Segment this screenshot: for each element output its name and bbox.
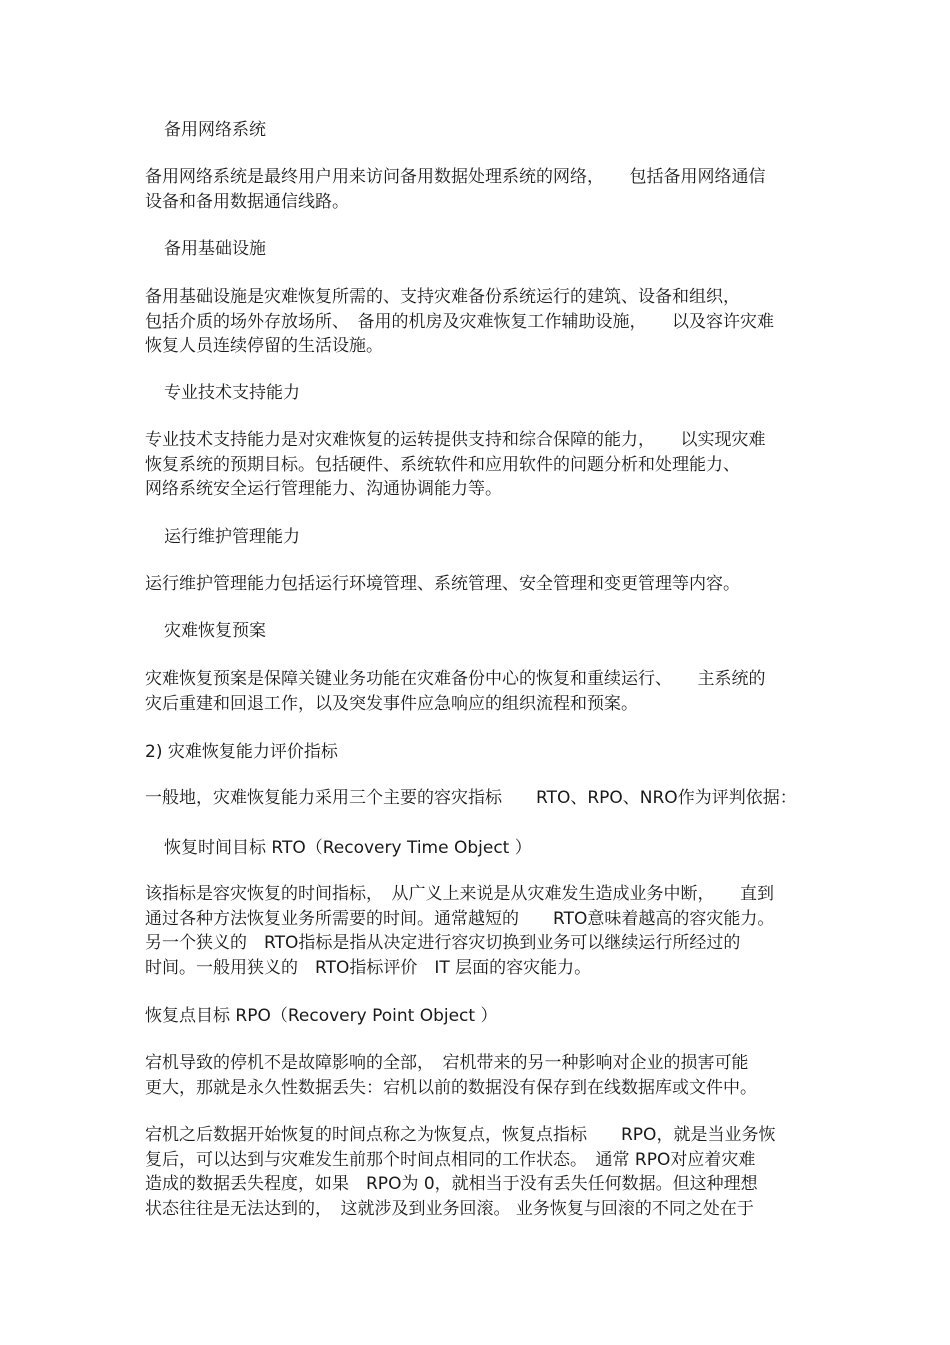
paragraph: [145, 428, 815, 502]
text-line: 造成的数据丢失程度，如果 RPO为 0，就相当于没有丢失任何数据。但这种理想: [145, 1174, 758, 1194]
paragraph: [145, 786, 815, 811]
text-line: 恢复系统的预期目标。包括硬件、系统软件和应用软件的问题分析和处理能力、: [145, 454, 740, 475]
text-line: 该指标是容灾恢复的时间指标， 从广义上来说是从灾难发生造成业务中断， 直到: [145, 884, 774, 904]
section-heading: 灾难恢复预案: [164, 621, 266, 641]
text-line: 备用网络系统是最终用户用来访问备用数据处理系统的网络， 包括备用网络通信: [145, 167, 766, 187]
text-line: 网络系统安全运行管理能力、沟通协调能力等。: [145, 479, 502, 499]
text-line: 宕机之后数据开始恢复的时间点称之为恢复点，恢复点指标 RPO，就是当业务恢: [145, 1125, 776, 1145]
text-line: 包括介质的场外存放场所、 备用的机房及灾难恢复工作辅助设施， 以及容许灾难: [145, 311, 774, 332]
text-line: 另一个狭义的 RTO指标是指从决定进行容灾切换到业务可以继续运行所经过的: [145, 933, 741, 953]
section-heading: 专业技术支持能力: [164, 383, 300, 403]
text-line: 更大，那就是永久性数据丢失：宕机以前的数据没有保存到在线数据库或文件中。: [145, 1077, 757, 1098]
section-heading: 恢复时间目标 RTO（Recovery Time Object ）: [164, 838, 532, 858]
text-line: 一般地，灾难恢复能力采用三个主要的容灾指标 RTO、RPO、NRO作为评判依据：: [145, 788, 797, 808]
text-line: 专业技术支持能力是对灾难恢复的运转提供支持和综合保障的能力， 以实现灾难: [145, 430, 766, 450]
paragraph: [145, 1123, 815, 1221]
paragraph: [145, 165, 815, 214]
section-heading: 2) 灾难恢复能力评价指标: [145, 742, 338, 762]
text-line: 宕机导致的停机不是故障影响的全部， 宕机带来的另一种影响对企业的损害可能: [145, 1053, 749, 1073]
paragraph: [145, 882, 815, 980]
paragraph: [145, 285, 815, 359]
text-line: 通过各种方法恢复业务所需要的时间。通常越短的 RTO意味着越高的容灾能力。: [145, 908, 775, 929]
section-heading: 备用基础设施: [164, 239, 266, 259]
text-line: 恢复人员连续停留的生活设施。: [145, 336, 383, 356]
text-line: 复后，可以达到与灾难发生前那个时间点相同的工作状态。 通常 RPO对应着灾难: [145, 1149, 756, 1170]
text-line: 状态往往是无法达到的， 这就涉及到业务回滚。 业务恢复与回滚的不同之处在于: [145, 1198, 754, 1219]
text-line: 灾后重建和回退工作，以及突发事件应急响应的组织流程和预案。: [145, 693, 638, 714]
paragraph: [145, 572, 815, 597]
section-heading: 运行维护管理能力: [164, 527, 300, 547]
text-line: 运行维护管理能力包括运行环境管理、系统管理、安全管理和变更管理等内容。: [145, 574, 740, 594]
text-line: 备用基础设施是灾难恢复所需的、支持灾难备份系统运行的建筑、设备和组织，: [145, 287, 740, 307]
text-line: 时间。一般用狭义的 RTO指标评价 IT 层面的容灾能力。: [145, 957, 592, 978]
paragraph: [145, 1051, 815, 1100]
text-line: 设备和备用数据通信线路。: [145, 191, 349, 212]
text-line: 灾难恢复预案是保障关键业务功能在灾难备份中心的恢复和重续运行、 主系统的: [145, 669, 766, 689]
paragraph: [145, 667, 815, 716]
section-heading: 恢复点目标 RPO（Recovery Point Object ）: [145, 1006, 498, 1026]
section-heading: 备用网络系统: [164, 120, 266, 140]
